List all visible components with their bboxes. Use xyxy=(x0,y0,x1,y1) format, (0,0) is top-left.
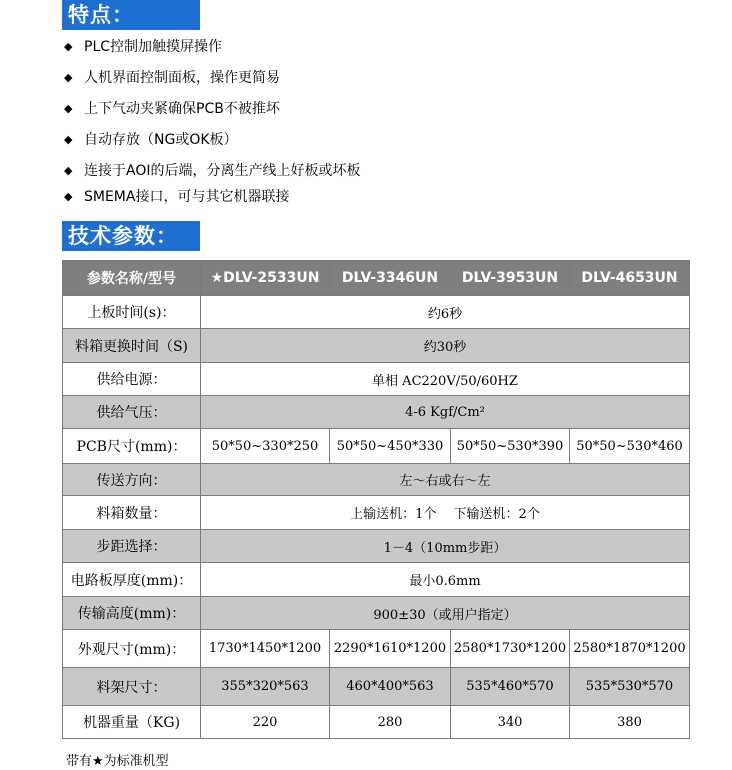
diamond-bullet-icon: ◆ xyxy=(64,133,73,146)
feature-item xyxy=(64,68,360,88)
row-cell: 50*50~530*460 xyxy=(570,429,690,464)
table-row xyxy=(63,363,690,396)
table-row xyxy=(63,429,690,464)
table-row xyxy=(63,563,690,597)
row-value: 上输送机：1个 下输送机：2个 xyxy=(201,496,690,530)
row-value: 900±30（或用户指定） xyxy=(201,597,690,630)
diamond-bullet-icon: ◆ xyxy=(64,71,73,84)
table-row xyxy=(63,597,690,630)
row-cell: 535*460*570 xyxy=(451,668,570,706)
feature-text: 连接于AOI的后端，分离生产线上好板或坏板 xyxy=(84,163,361,179)
column-header: DLV-3953UN xyxy=(451,261,570,296)
row-label: 外观尺寸(mm)： xyxy=(63,630,201,668)
diamond-bullet-icon: ◆ xyxy=(64,190,73,203)
row-cell: 340 xyxy=(451,706,570,739)
row-cell: 380 xyxy=(570,706,690,739)
diamond-bullet-icon: ◆ xyxy=(64,102,73,115)
row-label: 上板时间(s)： xyxy=(63,296,201,329)
table-row xyxy=(63,296,690,329)
table-row xyxy=(63,706,690,739)
features-list xyxy=(64,36,360,207)
feature-item xyxy=(64,99,360,119)
row-cell: 50*50~530*390 xyxy=(451,429,570,464)
row-label: 料箱数量： xyxy=(63,496,201,530)
row-cell: 2290*1610*1200 xyxy=(330,630,451,668)
table-row xyxy=(63,630,690,668)
table-row xyxy=(63,464,690,496)
column-header: DLV-3346UN xyxy=(330,261,451,296)
table-header-row xyxy=(63,261,690,296)
row-label: 传送方向： xyxy=(63,464,201,496)
row-value: 1－4（10mm步距） xyxy=(201,530,690,563)
feature-text: SMEMA接口，可与其它机器联接 xyxy=(84,189,290,205)
table-row xyxy=(63,496,690,530)
row-cell: 1730*1450*1200 xyxy=(201,630,330,668)
table-row xyxy=(63,668,690,706)
row-cell: 355*320*563 xyxy=(201,668,330,706)
row-label: 机器重量（KG) xyxy=(63,706,201,739)
row-label: 供给气压： xyxy=(63,396,201,429)
feature-item xyxy=(64,161,360,181)
row-cell: 460*400*563 xyxy=(330,668,451,706)
feature-item xyxy=(64,130,360,150)
row-cell: 50*50~330*250 xyxy=(201,429,330,464)
row-label: 电路板厚度(mm)： xyxy=(63,563,201,597)
row-value: 最小0.6mm xyxy=(201,563,690,597)
row-cell: 50*50~450*330 xyxy=(330,429,451,464)
spec-table xyxy=(62,260,690,739)
feature-text: 人机界面控制面板，操作更简易 xyxy=(84,70,280,86)
feature-item xyxy=(64,37,360,57)
row-cell: 280 xyxy=(330,706,451,739)
row-cell: 535*530*570 xyxy=(570,668,690,706)
row-value: 4-6 Kgf/Cm² xyxy=(201,396,690,429)
row-value: 左～右或右～左 xyxy=(201,464,690,496)
row-value: 单相 AC220V/50/60HZ xyxy=(201,363,690,396)
column-header: DLV-4653UN xyxy=(570,261,690,296)
feature-text: 自动存放（NG或OK板） xyxy=(84,132,238,148)
row-label: 料架尺寸： xyxy=(63,668,201,706)
row-label: PCB尺寸(mm)： xyxy=(63,429,201,464)
table-row xyxy=(63,530,690,563)
column-header: 参数名称/型号 xyxy=(63,261,201,296)
diamond-bullet-icon: ◆ xyxy=(64,164,73,177)
features-heading: 特点： xyxy=(62,0,200,30)
diamond-bullet-icon: ◆ xyxy=(64,40,73,53)
specs-heading: 技术参数： xyxy=(62,221,200,251)
row-cell: 2580*1870*1200 xyxy=(570,630,690,668)
table-row xyxy=(63,329,690,363)
table-row xyxy=(63,396,690,429)
feature-item xyxy=(64,187,360,207)
row-label: 传输高度(mm)： xyxy=(63,597,201,630)
feature-text: PLC控制加触摸屏操作 xyxy=(84,39,223,55)
column-header: ★DLV-2533UN xyxy=(201,261,330,296)
row-label: 供给电源： xyxy=(63,363,201,396)
row-value: 约6秒 xyxy=(201,296,690,329)
row-cell: 2580*1730*1200 xyxy=(451,630,570,668)
feature-text: 上下气动夹紧确保PCB不被推坏 xyxy=(84,101,280,117)
row-label: 步距选择： xyxy=(63,530,201,563)
standard-model-note: 带有★为标准机型 xyxy=(66,754,169,769)
row-value: 约30秒 xyxy=(201,329,690,363)
row-label: 料箱更换时间（S) xyxy=(63,329,201,363)
row-cell: 220 xyxy=(201,706,330,739)
